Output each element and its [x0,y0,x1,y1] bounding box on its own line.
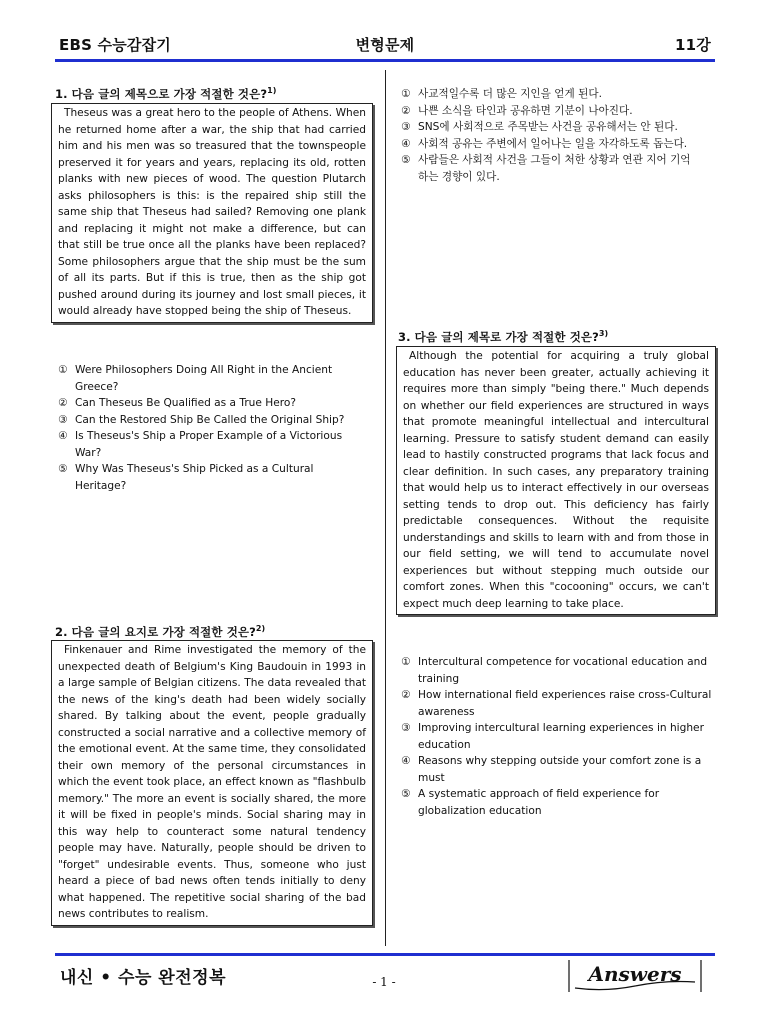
q1-passage: Theseus was a great hero to the people of Athens. When he returned home after a war, the ship that had carried him and his men was so treasured that the townspeople preserved it for years and years, replacing its old, rotten planks with new pieces of wood. The question Plutarch asks philosophers is this: is the repaired ship still the same ship that Theseus had sailed? Removing one plank and replacing it might not make a difference, but can that still be true once all the planks have been replaced? Some philosophers argue that the ship must be the sum of all its parts. But if this is true, then as the ship got pushed around during its journey and lost small pieces, it would already have stopped being the ship of Theseus. [58,107,366,317]
q2-passage: Finkenauer and Rime investigated the memory of the unexpected death of Belgium's King Baudouin in 1993 in a large sample of Belgian citizens. The data revealed that the news of the king's death had been widely socially shared. By talking about the event, people gradually constructed a social narrative and a collective memory of the emotional event. At the same time, they consolidated their own memory of the personal circumstances in which the event took place, an effect known as "flashbulb memory." The more an event is socially shared, the more it will be fixed in people's minds. Social sharing may in this way help to counteract some natural tendency people may have. Naturally, people should be driven to "forget" undesirable events. Thus, someone who just heard a piece of bad news often tends initially to deny what happened. The repetitive social sharing of the bad news contributes to realism. [58,644,366,920]
q3-option-2[interactable]: ② How international field experiences raise cross-Cultural awareness [401,689,712,718]
q2-option-2[interactable]: ② 나쁜 소식을 타인과 공유하면 기분이 나아진다. [401,104,633,117]
header-section: 변형문제 [355,36,415,54]
q3-option-5[interactable]: ⑤ A systematic approach of field experience for globalization education [401,788,660,817]
header-lesson: 11강 [675,36,711,54]
page-header [55,34,715,58]
q2-option-1[interactable]: ① 사교적일수록 더 많은 지인을 얻게 된다. [401,88,602,100]
q1-option-2[interactable]: ② Can Theseus Be Qualified as a True Hero? [58,397,296,409]
q1-passage-box [51,103,373,323]
q3-option-4[interactable]: ④ Reasons why stepping outside your comfort zone is a must [401,755,702,784]
q2-footnote-ref: 2) [255,624,266,634]
q2-option-3[interactable]: ③ SNS에 사회적으로 주목받는 사건을 공유해서는 안 된다. [401,121,678,133]
q2-option-4[interactable]: ④ 사회적 공유는 주변에서 일어나는 일을 자각하도록 돕는다. [401,137,688,150]
q3-option-3[interactable]: ③ Improving intercultural learning experiences in higher education [401,722,704,751]
q3-option-1[interactable]: ① Intercultural competence for vocational education and training [401,656,708,685]
q3-passage: Although the potential for acquiring a truly global education has never been greater, actually achieving it requires more than simply "being there." Much depends on whether our field experiences are structured in ways that promote meaningful intellectual and intercultural learning. Pressure to satisfy student demand can easily lead to hastily constructed programs that lack focus and clear definition. In such cases, any preparatory training that would help us to interact effectively in our overseas setting tends to drop out. This deficiency has fairly predictable consequences. Without the requisite understandings and skills to learn with and from those in our field setting, we will tend to accumulate novel experiences but without stepping much outside our comfort zones. When this "cocooning" occurs, we can't expect much deep learning to take place. [403,350,709,610]
q1-option-5[interactable]: ⑤ Why Was Theseus's Ship Picked as a Cultural Heritage? [58,463,314,492]
q2-passage-box [51,640,373,926]
header-rule [55,59,715,62]
q3-passage-box [396,346,716,615]
q3-footnote-ref: 3) [598,329,609,339]
q1-footnote-ref: 1) [267,86,277,96]
q1-title: 1. 다음 글의 제목으로 가장 적절한 것은?$^{1)}$ [55,86,277,101]
footer-title: 내신 • 수능 완전정복 [60,968,226,988]
q2-options [401,86,693,185]
footer-rule [55,953,715,956]
q3-title: 3. 다음 글의 제목로 가장 적절한 것은?$^{3)}$ [398,329,609,344]
q2-title: 2. 다음 글의 요지로 가장 적절한 것은?$^{2)}$ [55,624,266,639]
column-divider [385,70,386,946]
q1-option-1[interactable]: ① Were Philosophers Doing All Right in the Ancient Greece? [58,364,333,393]
q2-option-5[interactable]: ⑤ 사람들은 사회적 사건을 그들이 처한 상황과 연관 지어 기억하는 경향이 있다. [401,154,691,183]
logo-wordmark: Answers [588,962,682,986]
page-number: - 1 - [372,975,396,989]
answers-logo [565,958,705,994]
header-course: EBS 수능감잡기 [59,36,171,54]
q1-option-4[interactable]: ④ Is Theseus's Ship a Proper Example of a Victorious War? [58,430,343,459]
q1-option-3[interactable]: ③ Can the Restored Ship Be Called the Original Ship? [58,413,345,426]
q3-options [401,654,713,819]
q1-options [58,362,368,494]
